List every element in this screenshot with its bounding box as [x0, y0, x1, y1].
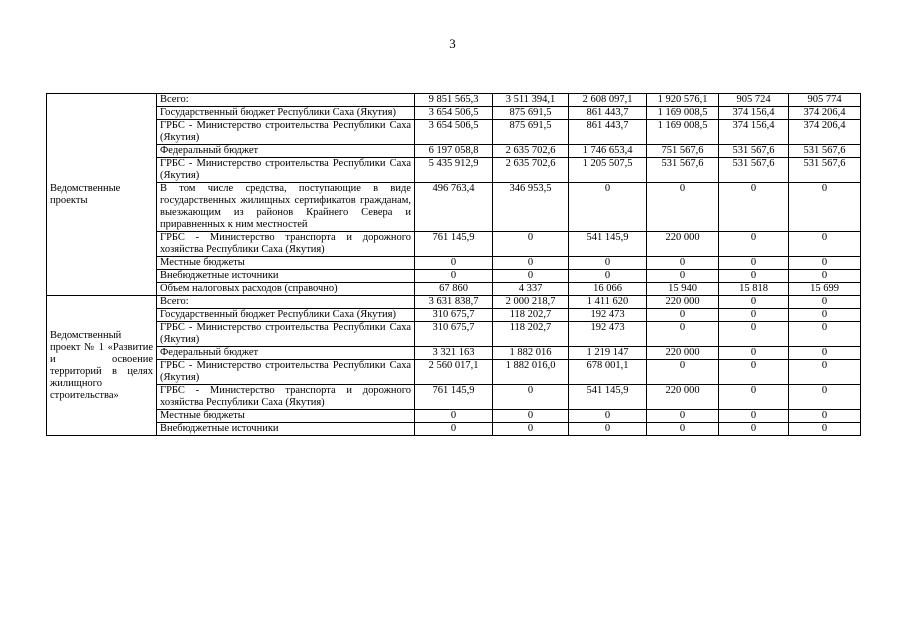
amount-cell: 0	[789, 423, 861, 436]
amount-cell: 0	[415, 270, 493, 283]
amount-cell: 374 156,4	[719, 107, 789, 120]
funding-source-name: ГРБС - Министерство строительства Республики Саха (Якутия)	[157, 322, 415, 347]
amount-cell: 861 443,7	[569, 120, 647, 145]
amount-cell: 0	[719, 270, 789, 283]
amount-cell: 0	[789, 322, 861, 347]
amount-cell: 0	[789, 232, 861, 257]
amount-cell: 531 567,6	[789, 145, 861, 158]
table-row	[47, 107, 861, 120]
amount-cell: 1 205 507,5	[569, 158, 647, 183]
amount-cell: 0	[569, 270, 647, 283]
amount-cell: 1 411 620	[569, 296, 647, 309]
table-row	[47, 120, 861, 145]
amount-cell: 310 675,7	[415, 309, 493, 322]
amount-cell: 0	[719, 257, 789, 270]
amount-cell: 0	[647, 270, 719, 283]
amount-cell: 2 608 097,1	[569, 94, 647, 107]
funding-source-name: ГРБС - Министерство строительства Республики Саха (Якутия)	[157, 158, 415, 183]
amount-cell: 3 511 394,1	[493, 94, 569, 107]
table-row	[47, 309, 861, 322]
amount-cell: 0	[789, 360, 861, 385]
amount-cell: 531 567,6	[789, 158, 861, 183]
amount-cell: 0	[719, 347, 789, 360]
funding-source-name: Объем налоговых расходов (справочно)	[157, 283, 415, 296]
table-row	[47, 410, 861, 423]
amount-cell: 0	[789, 347, 861, 360]
amount-cell: 0	[647, 183, 719, 232]
amount-cell: 0	[569, 257, 647, 270]
table-row	[47, 232, 861, 257]
amount-cell: 905 724	[719, 94, 789, 107]
amount-cell: 0	[789, 257, 861, 270]
amount-cell: 0	[789, 385, 861, 410]
amount-cell: 0	[789, 296, 861, 309]
amount-cell: 751 567,6	[647, 145, 719, 158]
amount-cell: 1 882 016	[493, 347, 569, 360]
amount-cell: 0	[647, 423, 719, 436]
amount-cell: 0	[719, 309, 789, 322]
table-row	[47, 385, 861, 410]
funding-source-name: Федеральный бюджет	[157, 347, 415, 360]
table-row	[47, 158, 861, 183]
funding-source-name: Местные бюджеты	[157, 257, 415, 270]
budget-table	[46, 93, 861, 436]
amount-cell: 761 145,9	[415, 385, 493, 410]
amount-cell: 0	[719, 423, 789, 436]
amount-cell: 0	[647, 257, 719, 270]
funding-source-name: Федеральный бюджет	[157, 145, 415, 158]
amount-cell: 6 197 058,8	[415, 145, 493, 158]
amount-cell: 3 654 506,5	[415, 107, 493, 120]
amount-cell: 875 691,5	[493, 120, 569, 145]
table-row	[47, 360, 861, 385]
table-row	[47, 270, 861, 283]
amount-cell: 0	[493, 385, 569, 410]
funding-source-name: Всего:	[157, 296, 415, 309]
funding-source-name: Государственный бюджет Республики Саха (Якутия)	[157, 107, 415, 120]
amount-cell: 192 473	[569, 322, 647, 347]
amount-cell: 374 156,4	[719, 120, 789, 145]
amount-cell: 861 443,7	[569, 107, 647, 120]
amount-cell: 15 699	[789, 283, 861, 296]
amount-cell: 310 675,7	[415, 322, 493, 347]
amount-cell: 118 202,7	[493, 309, 569, 322]
funding-source-name: Всего:	[157, 94, 415, 107]
amount-cell: 1 920 576,1	[647, 94, 719, 107]
project-group-label: Ведомственный проект № 1 «Развитие и освоение территорий в целях жилищного строительства»	[47, 296, 157, 436]
amount-cell: 5 435 912,9	[415, 158, 493, 183]
amount-cell: 0	[647, 322, 719, 347]
funding-source-name: Внебюджетные источники	[157, 270, 415, 283]
amount-cell: 0	[493, 270, 569, 283]
amount-cell: 0	[569, 410, 647, 423]
amount-cell: 192 473	[569, 309, 647, 322]
amount-cell: 3 654 506,5	[415, 120, 493, 145]
amount-cell: 0	[415, 257, 493, 270]
amount-cell: 531 567,6	[719, 145, 789, 158]
amount-cell: 0	[789, 270, 861, 283]
amount-cell: 0	[719, 296, 789, 309]
funding-source-name: В том числе средства, поступающие в виде государственных жилищных сертификатов гражданам, выезжающим из районов Крайнего Севера и приравненных к ним местностей	[157, 183, 415, 232]
amount-cell: 4 337	[493, 283, 569, 296]
amount-cell: 2 635 702,6	[493, 145, 569, 158]
amount-cell: 3 321 163	[415, 347, 493, 360]
amount-cell: 0	[719, 360, 789, 385]
amount-cell: 541 145,9	[569, 385, 647, 410]
amount-cell: 0	[647, 360, 719, 385]
amount-cell: 0	[719, 183, 789, 232]
amount-cell: 1 169 008,5	[647, 107, 719, 120]
amount-cell: 0	[719, 410, 789, 423]
amount-cell: 0	[789, 183, 861, 232]
amount-cell: 0	[569, 423, 647, 436]
table-row	[47, 423, 861, 436]
amount-cell: 1 219 147	[569, 347, 647, 360]
page-number: 3	[449, 36, 456, 51]
amount-cell: 0	[493, 232, 569, 257]
amount-cell: 16 066	[569, 283, 647, 296]
amount-cell: 531 567,6	[719, 158, 789, 183]
funding-source-name: ГРБС - Министерство строительства Республики Саха (Якутия)	[157, 120, 415, 145]
amount-cell: 1 169 008,5	[647, 120, 719, 145]
amount-cell: 2 635 702,6	[493, 158, 569, 183]
table-row	[47, 183, 861, 232]
amount-cell: 0	[493, 410, 569, 423]
table-row	[47, 257, 861, 270]
amount-cell: 0	[647, 309, 719, 322]
funding-source-name: ГРБС - Министерство транспорта и дорожного хозяйства Республики Саха (Якутия)	[157, 385, 415, 410]
table-row	[47, 322, 861, 347]
table-row	[47, 347, 861, 360]
amount-cell: 0	[415, 423, 493, 436]
amount-cell: 220 000	[647, 296, 719, 309]
amount-cell: 1 882 016,0	[493, 360, 569, 385]
amount-cell: 1 746 653,4	[569, 145, 647, 158]
funding-source-name: ГРБС - Министерство транспорта и дорожного хозяйства Республики Саха (Якутия)	[157, 232, 415, 257]
amount-cell: 15 940	[647, 283, 719, 296]
amount-cell: 0	[493, 257, 569, 270]
amount-cell: 0	[493, 423, 569, 436]
amount-cell: 496 763,4	[415, 183, 493, 232]
table-row	[47, 145, 861, 158]
amount-cell: 541 145,9	[569, 232, 647, 257]
amount-cell: 0	[647, 410, 719, 423]
table-row	[47, 283, 861, 296]
amount-cell: 0	[719, 232, 789, 257]
table-row	[47, 94, 861, 107]
amount-cell: 905 774	[789, 94, 861, 107]
amount-cell: 346 953,5	[493, 183, 569, 232]
amount-cell: 67 860	[415, 283, 493, 296]
amount-cell: 2 000 218,7	[493, 296, 569, 309]
amount-cell: 9 851 565,3	[415, 94, 493, 107]
amount-cell: 0	[789, 309, 861, 322]
amount-cell: 0	[415, 410, 493, 423]
amount-cell: 875 691,5	[493, 107, 569, 120]
amount-cell: 678 001,1	[569, 360, 647, 385]
amount-cell: 220 000	[647, 232, 719, 257]
funding-source-name: Государственный бюджет Республики Саха (Якутия)	[157, 309, 415, 322]
amount-cell: 0	[719, 322, 789, 347]
table-row	[47, 296, 861, 309]
amount-cell: 118 202,7	[493, 322, 569, 347]
amount-cell: 2 560 017,1	[415, 360, 493, 385]
amount-cell: 0	[719, 385, 789, 410]
amount-cell: 0	[569, 183, 647, 232]
funding-source-name: Внебюджетные источники	[157, 423, 415, 436]
amount-cell: 0	[789, 410, 861, 423]
amount-cell: 761 145,9	[415, 232, 493, 257]
funding-source-name: ГРБС - Министерство строительства Республики Саха (Якутия)	[157, 360, 415, 385]
amount-cell: 374 206,4	[789, 120, 861, 145]
amount-cell: 531 567,6	[647, 158, 719, 183]
amount-cell: 220 000	[647, 385, 719, 410]
amount-cell: 15 818	[719, 283, 789, 296]
amount-cell: 220 000	[647, 347, 719, 360]
amount-cell: 3 631 838,7	[415, 296, 493, 309]
project-group-label: Ведомственные проекты	[47, 94, 157, 296]
amount-cell: 374 206,4	[789, 107, 861, 120]
funding-source-name: Местные бюджеты	[157, 410, 415, 423]
